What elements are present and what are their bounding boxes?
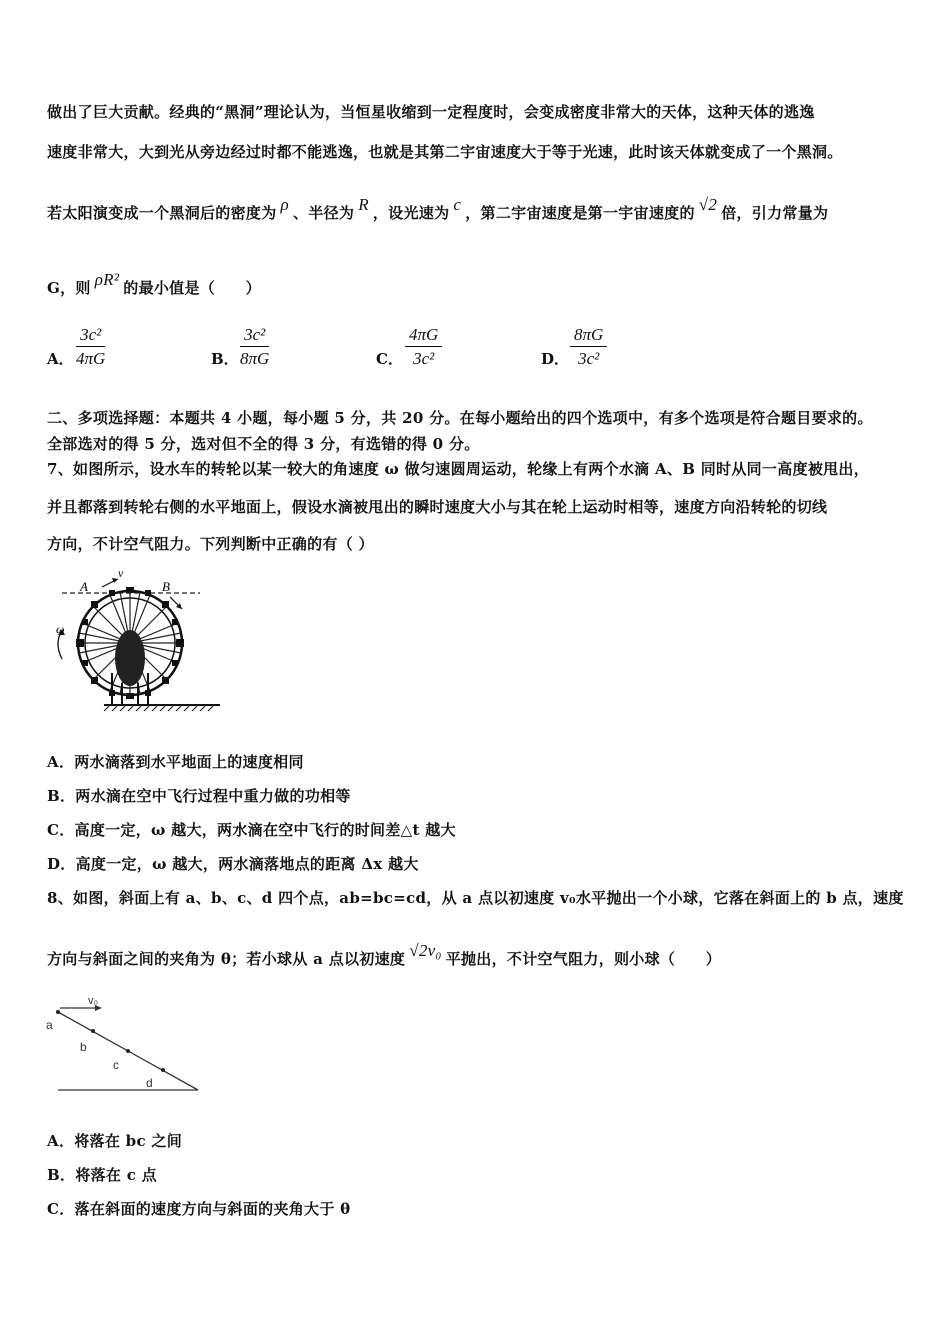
q8-option-c: C．落在斜面的速度方向与斜面的夹角大于 θ (47, 1200, 351, 1218)
q6-option-a-label: A． (47, 350, 74, 368)
label-a: a (46, 1018, 53, 1032)
q7-option-d: D．高度一定，ω 越大，两水滴落地点的距离 Δx 越大 (47, 855, 419, 873)
q8-stem-line-1: 8、如图，斜面上有 a、b、c、d 四个点，ab=bc=cd，从 a 点以初速度 v₀水平抛出一个小球，它落在斜面上的 b 点，速度 (47, 889, 904, 907)
label-b: b (80, 1040, 87, 1054)
incline-figure (40, 985, 210, 1095)
q7-option-b: B．两水滴在空中飞行过程中重力做的功相等 (47, 787, 351, 805)
q7-stem-line-1: 7、如图所示，设水车的转轮以某一较大的角速度 ω 做匀速圆周运动，轮缘上有两个水滴 A、B 同时从同一高度被甩出， (47, 460, 870, 478)
label-d: d (146, 1076, 153, 1090)
label-A: A (80, 579, 88, 594)
q8-option-b: B．将落在 c 点 (47, 1166, 157, 1184)
q6-option-b-fraction: $\frac{\text{3c²}}{8\pi G}$ (240, 325, 270, 368)
intro-line-1: 做出了巨大贡献。经典的“黑洞”理论认为，当恒星收缩到一定程度时，会变成密度非常大的天体，这种天体的逃逸 (47, 103, 815, 121)
q6-option-c-label: C． (376, 350, 403, 368)
q8-stem-line-2: 方向与斜面之间的夹角为 θ；若小球从 a 点以初速度 √2v₀ 平抛出，不计空气阻力，则小球（ ） (47, 941, 722, 968)
rho-symbol: ρ (280, 195, 289, 214)
radius-symbol: R (358, 195, 369, 214)
q6-option-a-fraction: $\frac{\text{3c²}}{4\pi G}$ (76, 325, 106, 368)
label-omega: ω (56, 622, 65, 636)
sqrt2-v0-expression: √2v₀ (409, 941, 442, 960)
q6-option-b-label: B． (211, 350, 239, 368)
intro-line-4: G，则 ρR² 的最小值是（ ） (47, 270, 261, 297)
sqrt2-symbol: √2 (698, 195, 718, 214)
intro-line-2: 速度非常大，大到光从旁边经过时都不能逃逸，也就是其第二宇宙速度大于等于光速，此时该天体就变成了一个黑洞。 (47, 143, 843, 161)
label-c: c (113, 1058, 119, 1072)
label-v: v (118, 566, 124, 580)
q7-stem-line-3: 方向，不计空气阻力。下列判断中正确的有（ ） (47, 535, 374, 553)
light-speed-symbol: c (453, 195, 462, 214)
q6-option-c-fraction: $\frac{4\pi G}{\text{3c²}}$ (405, 325, 442, 369)
section2-line-1: 二、多项选择题：本题共 4 小题，每小题 5 分，共 20 分。在每小题给出的四个选项中，有多个选项是符合题目要求的。 (47, 409, 873, 427)
q8-option-a: A．将落在 bc 之间 (47, 1132, 183, 1150)
water-wheel-figure (40, 563, 240, 723)
section2-line-2: 全部选对的得 5 分，选对但不全的得 3 分，有选错的得 0 分。 (47, 435, 480, 453)
rhoR2-expression: ρR² (94, 270, 120, 289)
label-B: B (162, 579, 170, 594)
q7-stem-line-2: 并且都落到转轮右侧的水平地面上，假设水滴被甩出的瞬时速度大小与其在轮上运动时相等，速度方向沿转轮的切线 (47, 498, 828, 516)
label-v0: v₀ (88, 995, 99, 1007)
q7-option-c: C．高度一定，ω 越大，两水滴在空中飞行的时间差△t 越大 (47, 821, 456, 839)
q7-option-a: A．两水滴落到水平地面上的速度相同 (47, 753, 304, 771)
q6-option-d-fraction: $\frac{8\pi G}{\text{3c²}}$ (570, 325, 607, 369)
q6-option-d-label: D． (541, 350, 570, 368)
intro-line-3: 若太阳演变成一个黑洞后的密度为 ρ 、半径为 R ，设光速为 c ，第二宇宙速度是第一宇宙速度的 √2 倍，引力常量为 (47, 195, 829, 222)
